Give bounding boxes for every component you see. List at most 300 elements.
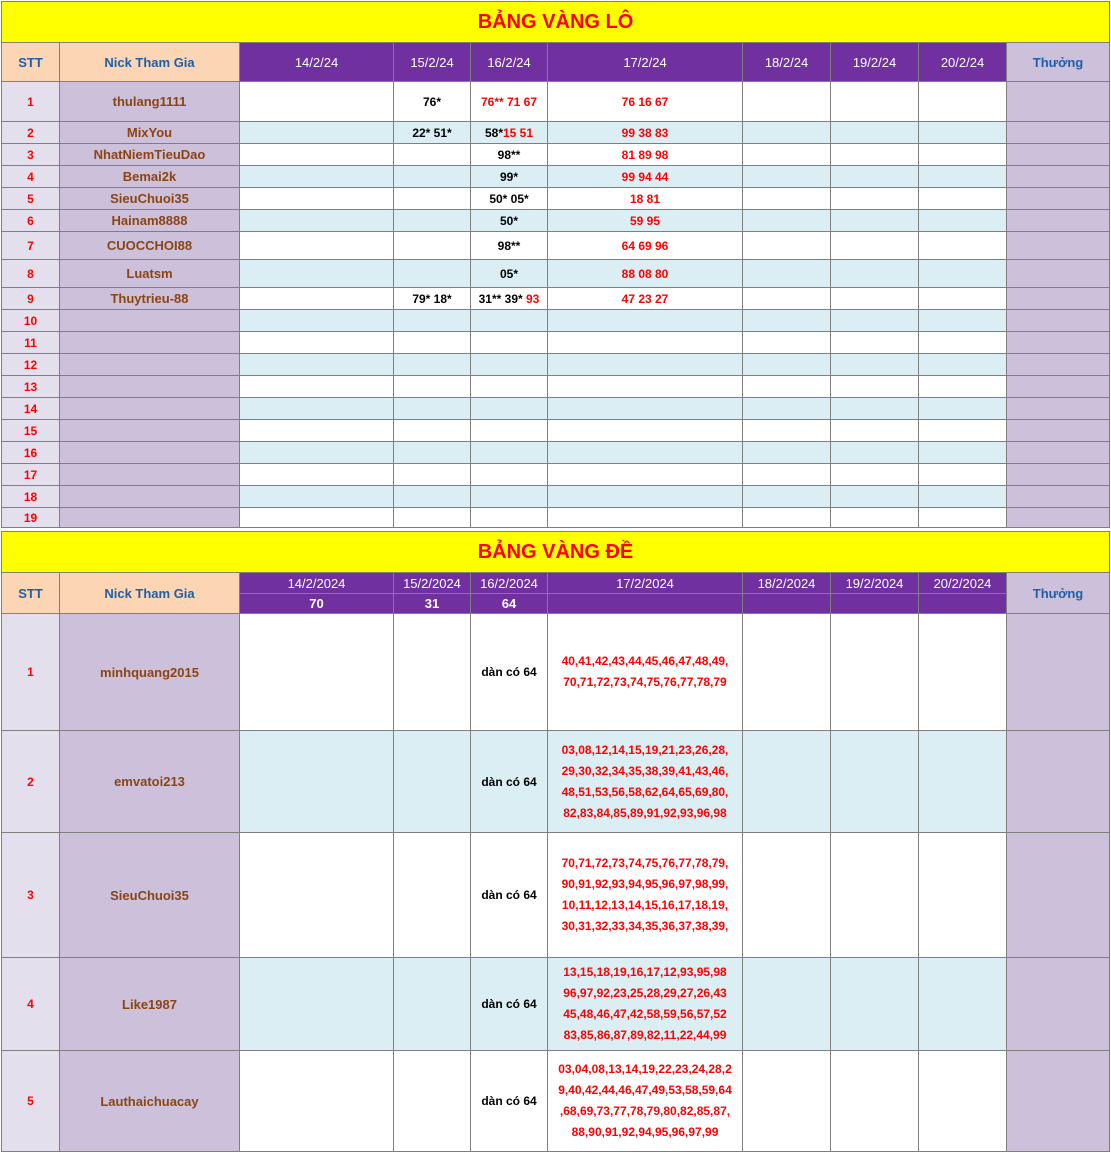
reward-cell: [1007, 731, 1110, 833]
reward-cell: [1007, 486, 1110, 508]
pick-cell: [394, 508, 471, 528]
pick-starred: 50*: [499, 213, 519, 228]
pick-cell: [831, 731, 919, 833]
pick-cell: [471, 260, 548, 288]
de-result: [831, 594, 919, 614]
number-set: 13,15,18,19,16,17,12,93,95,98 96,97,92,23,25,28,29,27,26,43 45,48,46,47,42,58,59,56,57,52 83,85,86,87,89,82,11,22,44,99: [548, 958, 743, 1051]
de-header-reward: Thưởng: [1007, 573, 1110, 614]
pick-cell: [919, 332, 1007, 354]
table-row: [2, 376, 1110, 398]
table-row: [2, 288, 1110, 310]
row-number: 12: [2, 354, 60, 376]
player-nick: minhquang2015: [60, 614, 240, 731]
pick-cell: [394, 260, 471, 288]
pick-cell: [919, 376, 1007, 398]
pick-cell: [394, 332, 471, 354]
pick-cell: [743, 508, 831, 528]
table-row: [2, 420, 1110, 442]
pick-cell: [240, 288, 394, 310]
pick-starred: 50* 05*: [489, 191, 529, 206]
pick-cell: [919, 464, 1007, 486]
pick-cell: [240, 232, 394, 260]
row-number: 2: [2, 122, 60, 144]
de-result: 31: [394, 594, 471, 614]
pick-cell: [240, 332, 394, 354]
pick-cell: [831, 188, 919, 210]
pick-cell: [394, 210, 471, 232]
pick-cell: [240, 486, 394, 508]
reward-cell: [1007, 232, 1110, 260]
pick-cell: [394, 1051, 471, 1152]
pick-cell: dàn có 64: [471, 731, 548, 833]
row-number: 8: [2, 260, 60, 288]
lo-header-date: 20/2/24: [919, 43, 1007, 82]
number-set: 03,04,08,13,14,19,22,23,24,28,2 9,40,42,44,46,47,49,53,58,59,64 ,68,69,73,77,78,79,80,82,85,87, 88,90,91,92,94,95,96,97,99: [548, 1051, 743, 1152]
pick-cell: [548, 420, 743, 442]
pick-extra: 71 67: [503, 94, 538, 109]
pick-cell: [743, 614, 831, 731]
pick-cell: dàn có 64: [471, 958, 548, 1051]
row-number: 11: [2, 332, 60, 354]
row-number: 14: [2, 398, 60, 420]
player-nick: Bemai2k: [60, 166, 240, 188]
player-nick: CUOCCHOI88: [60, 232, 240, 260]
pick-cell: [743, 144, 831, 166]
pick-cell: [394, 464, 471, 486]
pick-cell: [831, 958, 919, 1051]
pick-cell: [394, 442, 471, 464]
pick-cell: [240, 354, 394, 376]
pick-cell: [743, 442, 831, 464]
row-number: 9: [2, 288, 60, 310]
table-row: [2, 332, 1110, 354]
pick-cell: [919, 122, 1007, 144]
pick-cell: [394, 232, 471, 260]
table-row: [2, 260, 1110, 288]
table-row: [2, 958, 1110, 1051]
pick-cell: dàn có 64: [471, 833, 548, 958]
pick-cell: [471, 122, 548, 144]
pick-cell: [240, 731, 394, 833]
row-number: 6: [2, 210, 60, 232]
pick-cell: [831, 376, 919, 398]
pick-cell: [743, 288, 831, 310]
reward-cell: [1007, 82, 1110, 122]
de-header-date: 16/2/2024: [471, 573, 548, 594]
pick-cell: [240, 376, 394, 398]
player-nick: NhatNiemTieuDao: [60, 144, 240, 166]
reward-cell: [1007, 144, 1110, 166]
player-nick: [60, 442, 240, 464]
reward-cell: [1007, 354, 1110, 376]
de-header-date: 18/2/2024: [743, 573, 831, 594]
pick-cell: [240, 508, 394, 528]
lo-header-nick: Nick Tham Gia: [60, 43, 240, 82]
reward-cell: [1007, 310, 1110, 332]
player-nick: [60, 508, 240, 528]
de-result: 70: [240, 594, 394, 614]
reward-cell: [1007, 188, 1110, 210]
pick-cell: [394, 614, 471, 731]
player-nick: Luatsm: [60, 260, 240, 288]
pick-cell: [831, 332, 919, 354]
row-number: 5: [2, 188, 60, 210]
pick-starred: 98**: [497, 238, 521, 253]
pick-extra: 93: [522, 291, 540, 306]
pick-cell: [394, 354, 471, 376]
pick-cell: [240, 464, 394, 486]
table-row: [2, 486, 1110, 508]
table-row: [2, 354, 1110, 376]
pick-cell: 99 38 83: [548, 122, 743, 144]
pick-cell: [471, 166, 548, 188]
pick-cell: 88 08 80: [548, 260, 743, 288]
pick-starred: 76**: [480, 94, 504, 109]
pick-cell: [471, 82, 548, 122]
pick-cell: [240, 398, 394, 420]
pick-cell: [831, 833, 919, 958]
pick-cell: [240, 166, 394, 188]
pick-cell: [471, 508, 548, 528]
row-number: 18: [2, 486, 60, 508]
player-nick: [60, 376, 240, 398]
pick-cell: [240, 420, 394, 442]
reward-cell: [1007, 464, 1110, 486]
table-row: [2, 144, 1110, 166]
de-result: [743, 594, 831, 614]
pick-cell: dàn có 64: [471, 1051, 548, 1152]
pick-starred: 99*: [499, 169, 519, 184]
pick-cell: [919, 166, 1007, 188]
pick-cell: [471, 376, 548, 398]
table-row: [2, 614, 1110, 731]
number-set: 40,41,42,43,44,45,46,47,48,49, 70,71,72,73,74,75,76,77,78,79: [548, 614, 743, 731]
pick-cell: [471, 442, 548, 464]
reward-cell: [1007, 508, 1110, 528]
row-number: 3: [2, 833, 60, 958]
pick-cell: [743, 486, 831, 508]
pick-starred: 58*: [484, 125, 503, 140]
pick-cell: [743, 376, 831, 398]
pick-cell: [919, 288, 1007, 310]
pick-cell: [919, 210, 1007, 232]
pick-cell: [743, 731, 831, 833]
row-number: 13: [2, 376, 60, 398]
table-row: [2, 464, 1110, 486]
reward-cell: [1007, 288, 1110, 310]
reward-cell: [1007, 1051, 1110, 1152]
pick-extra: 15 51: [503, 125, 534, 140]
row-number: 2: [2, 731, 60, 833]
pick-cell: [548, 464, 743, 486]
pick-cell: [919, 1051, 1007, 1152]
pick-cell: [394, 420, 471, 442]
reward-cell: [1007, 420, 1110, 442]
pick-cell: [831, 420, 919, 442]
pick-cell: [743, 354, 831, 376]
reward-cell: [1007, 614, 1110, 731]
pick-cell: [831, 260, 919, 288]
pick-cell: [743, 166, 831, 188]
pick-cell: [743, 833, 831, 958]
pick-cell: [919, 310, 1007, 332]
row-number: 1: [2, 82, 60, 122]
pick-cell: [919, 232, 1007, 260]
row-number: 7: [2, 232, 60, 260]
table-row: [2, 442, 1110, 464]
pick-cell: [471, 188, 548, 210]
pick-cell: [831, 310, 919, 332]
pick-cell: [919, 486, 1007, 508]
lo-header-date: 17/2/24: [548, 43, 743, 82]
pick-cell: [919, 958, 1007, 1051]
lo-table: [1, 1, 1110, 528]
row-number: 17: [2, 464, 60, 486]
player-nick: [60, 420, 240, 442]
player-nick: [60, 398, 240, 420]
pick-cell: [240, 144, 394, 166]
pick-cell: [548, 376, 743, 398]
pick-cell: [831, 508, 919, 528]
pick-cell: [743, 232, 831, 260]
pick-cell: [743, 464, 831, 486]
player-nick: emvatoi213: [60, 731, 240, 833]
player-nick: MixYou: [60, 122, 240, 144]
lo-header-date: 14/2/24: [240, 43, 394, 82]
pick-cell: [471, 144, 548, 166]
reward-cell: [1007, 833, 1110, 958]
pick-cell: [919, 82, 1007, 122]
row-number: 10: [2, 310, 60, 332]
pick-cell: [394, 310, 471, 332]
pick-cell: [394, 144, 471, 166]
pick-cell: [743, 122, 831, 144]
reward-cell: [1007, 166, 1110, 188]
pick-cell: [743, 420, 831, 442]
de-header-stt: STT: [2, 573, 60, 614]
pick-cell: [743, 958, 831, 1051]
de-table: [1, 531, 1110, 1152]
row-number: 16: [2, 442, 60, 464]
pick-cell: [919, 188, 1007, 210]
row-number: 1: [2, 614, 60, 731]
pick-cell: [919, 614, 1007, 731]
reward-cell: [1007, 398, 1110, 420]
number-set: 70,71,72,73,74,75,76,77,78,79, 90,91,92,93,94,95,96,97,98,99, 10,11,12,13,14,15,16,17,18,19, 30,31,32,33,34,35,36,37,38,39,: [548, 833, 743, 958]
pick-cell: [471, 232, 548, 260]
pick-cell: [831, 354, 919, 376]
pick-cell: [743, 210, 831, 232]
row-number: 3: [2, 144, 60, 166]
table-row: [2, 210, 1110, 232]
pick-cell: 47 23 27: [548, 288, 743, 310]
pick-cell: [743, 260, 831, 288]
pick-cell: [743, 82, 831, 122]
number-set: 03,08,12,14,15,19,21,23,26,28, 29,30,32,34,35,38,39,41,43,46, 48,51,53,56,58,62,64,65,69,80, 82,83,84,85,89,91,92,93,96,98: [548, 731, 743, 833]
pick-cell: [919, 144, 1007, 166]
pick-cell: [471, 486, 548, 508]
player-nick: [60, 332, 240, 354]
pick-cell: [831, 82, 919, 122]
lo-header-date: 18/2/24: [743, 43, 831, 82]
player-nick: Like1987: [60, 958, 240, 1051]
table-row: [2, 232, 1110, 260]
pick-cell: [471, 464, 548, 486]
de-header-date: 20/2/2024: [919, 573, 1007, 594]
pick-cell: 18 81: [548, 188, 743, 210]
pick-cell: [471, 420, 548, 442]
reward-cell: [1007, 332, 1110, 354]
player-nick: thulang1111: [60, 82, 240, 122]
pick-cell: [394, 166, 471, 188]
lo-header-date: 15/2/24: [394, 43, 471, 82]
pick-cell: [394, 731, 471, 833]
lo-header-reward: Thưởng: [1007, 43, 1110, 82]
pick-cell: [831, 144, 919, 166]
pick-cell: [919, 833, 1007, 958]
pick-starred: 98**: [497, 147, 521, 162]
pick-cell: 76*: [394, 82, 471, 122]
pick-cell: [548, 354, 743, 376]
pick-cell: 79* 18*: [394, 288, 471, 310]
pick-cell: [831, 210, 919, 232]
pick-cell: [919, 731, 1007, 833]
pick-cell: 81 89 98: [548, 144, 743, 166]
player-nick: Lauthaichuacay: [60, 1051, 240, 1152]
pick-cell: [240, 188, 394, 210]
pick-cell: [831, 442, 919, 464]
pick-cell: [831, 232, 919, 260]
pick-cell: [471, 354, 548, 376]
lo-title: BẢNG VÀNG LÔ: [2, 2, 1110, 43]
table-row: [2, 833, 1110, 958]
table-row: [2, 310, 1110, 332]
lo-header-stt: STT: [2, 43, 60, 82]
player-nick: Thuytrieu-88: [60, 288, 240, 310]
pick-cell: [831, 486, 919, 508]
table-row: [2, 1051, 1110, 1152]
pick-cell: [471, 288, 548, 310]
pick-cell: [548, 442, 743, 464]
row-number: 4: [2, 958, 60, 1051]
de-header-date: 19/2/2024: [831, 573, 919, 594]
pick-cell: [831, 398, 919, 420]
player-nick: [60, 464, 240, 486]
pick-cell: [831, 122, 919, 144]
pick-cell: [831, 1051, 919, 1152]
reward-cell: [1007, 122, 1110, 144]
de-header-date: 17/2/2024: [548, 573, 743, 594]
pick-cell: [919, 398, 1007, 420]
row-number: 15: [2, 420, 60, 442]
pick-cell: [240, 442, 394, 464]
pick-cell: [240, 260, 394, 288]
pick-cell: [240, 614, 394, 731]
pick-cell: [548, 310, 743, 332]
lo-header-date: 19/2/24: [831, 43, 919, 82]
pick-cell: 99 94 44: [548, 166, 743, 188]
pick-cell: [831, 464, 919, 486]
de-header-date: 15/2/2024: [394, 573, 471, 594]
player-nick: [60, 486, 240, 508]
reward-cell: [1007, 442, 1110, 464]
pick-cell: [548, 508, 743, 528]
pick-cell: [240, 122, 394, 144]
row-number: 5: [2, 1051, 60, 1152]
reward-cell: [1007, 210, 1110, 232]
pick-cell: [831, 288, 919, 310]
pick-cell: 76 16 67: [548, 82, 743, 122]
player-nick: Hainam8888: [60, 210, 240, 232]
pick-cell: [743, 310, 831, 332]
row-number: 4: [2, 166, 60, 188]
pick-cell: [743, 1051, 831, 1152]
pick-cell: 22* 51*: [394, 122, 471, 144]
pick-cell: [919, 508, 1007, 528]
pick-starred: 31** 39*: [478, 291, 523, 306]
table-row: [2, 731, 1110, 833]
de-title: BẢNG VÀNG ĐỀ: [2, 532, 1110, 573]
table-row: [2, 508, 1110, 528]
pick-cell: [831, 614, 919, 731]
pick-cell: [471, 210, 548, 232]
de-result: [919, 594, 1007, 614]
pick-cell: 64 69 96: [548, 232, 743, 260]
pick-cell: [548, 486, 743, 508]
pick-cell: [240, 1051, 394, 1152]
pick-cell: [240, 82, 394, 122]
pick-cell: [240, 210, 394, 232]
pick-cell: [394, 486, 471, 508]
player-nick: [60, 354, 240, 376]
pick-cell: [919, 420, 1007, 442]
pick-cell: [394, 833, 471, 958]
pick-cell: dàn có 64: [471, 614, 548, 731]
row-number: 19: [2, 508, 60, 528]
pick-cell: [394, 398, 471, 420]
pick-cell: [743, 398, 831, 420]
pick-cell: [919, 354, 1007, 376]
table-row: [2, 398, 1110, 420]
de-header-nick: Nick Tham Gia: [60, 573, 240, 614]
de-header-date: 14/2/2024: [240, 573, 394, 594]
player-nick: SieuChuoi35: [60, 188, 240, 210]
pick-cell: [743, 332, 831, 354]
pick-cell: [548, 332, 743, 354]
pick-cell: [548, 398, 743, 420]
pick-cell: [919, 260, 1007, 288]
pick-cell: [394, 376, 471, 398]
table-row: [2, 188, 1110, 210]
table-row: [2, 82, 1110, 122]
reward-cell: [1007, 958, 1110, 1051]
reward-cell: [1007, 376, 1110, 398]
pick-cell: [831, 166, 919, 188]
lo-header-date: 16/2/24: [471, 43, 548, 82]
table-row: [2, 166, 1110, 188]
pick-cell: [240, 833, 394, 958]
de-result: 64: [471, 594, 548, 614]
pick-cell: [394, 958, 471, 1051]
player-nick: SieuChuoi35: [60, 833, 240, 958]
pick-starred: 05*: [499, 266, 519, 281]
pick-cell: [471, 398, 548, 420]
pick-cell: [743, 188, 831, 210]
de-result: [548, 594, 743, 614]
table-row: [2, 122, 1110, 144]
reward-cell: [1007, 260, 1110, 288]
pick-cell: [394, 188, 471, 210]
